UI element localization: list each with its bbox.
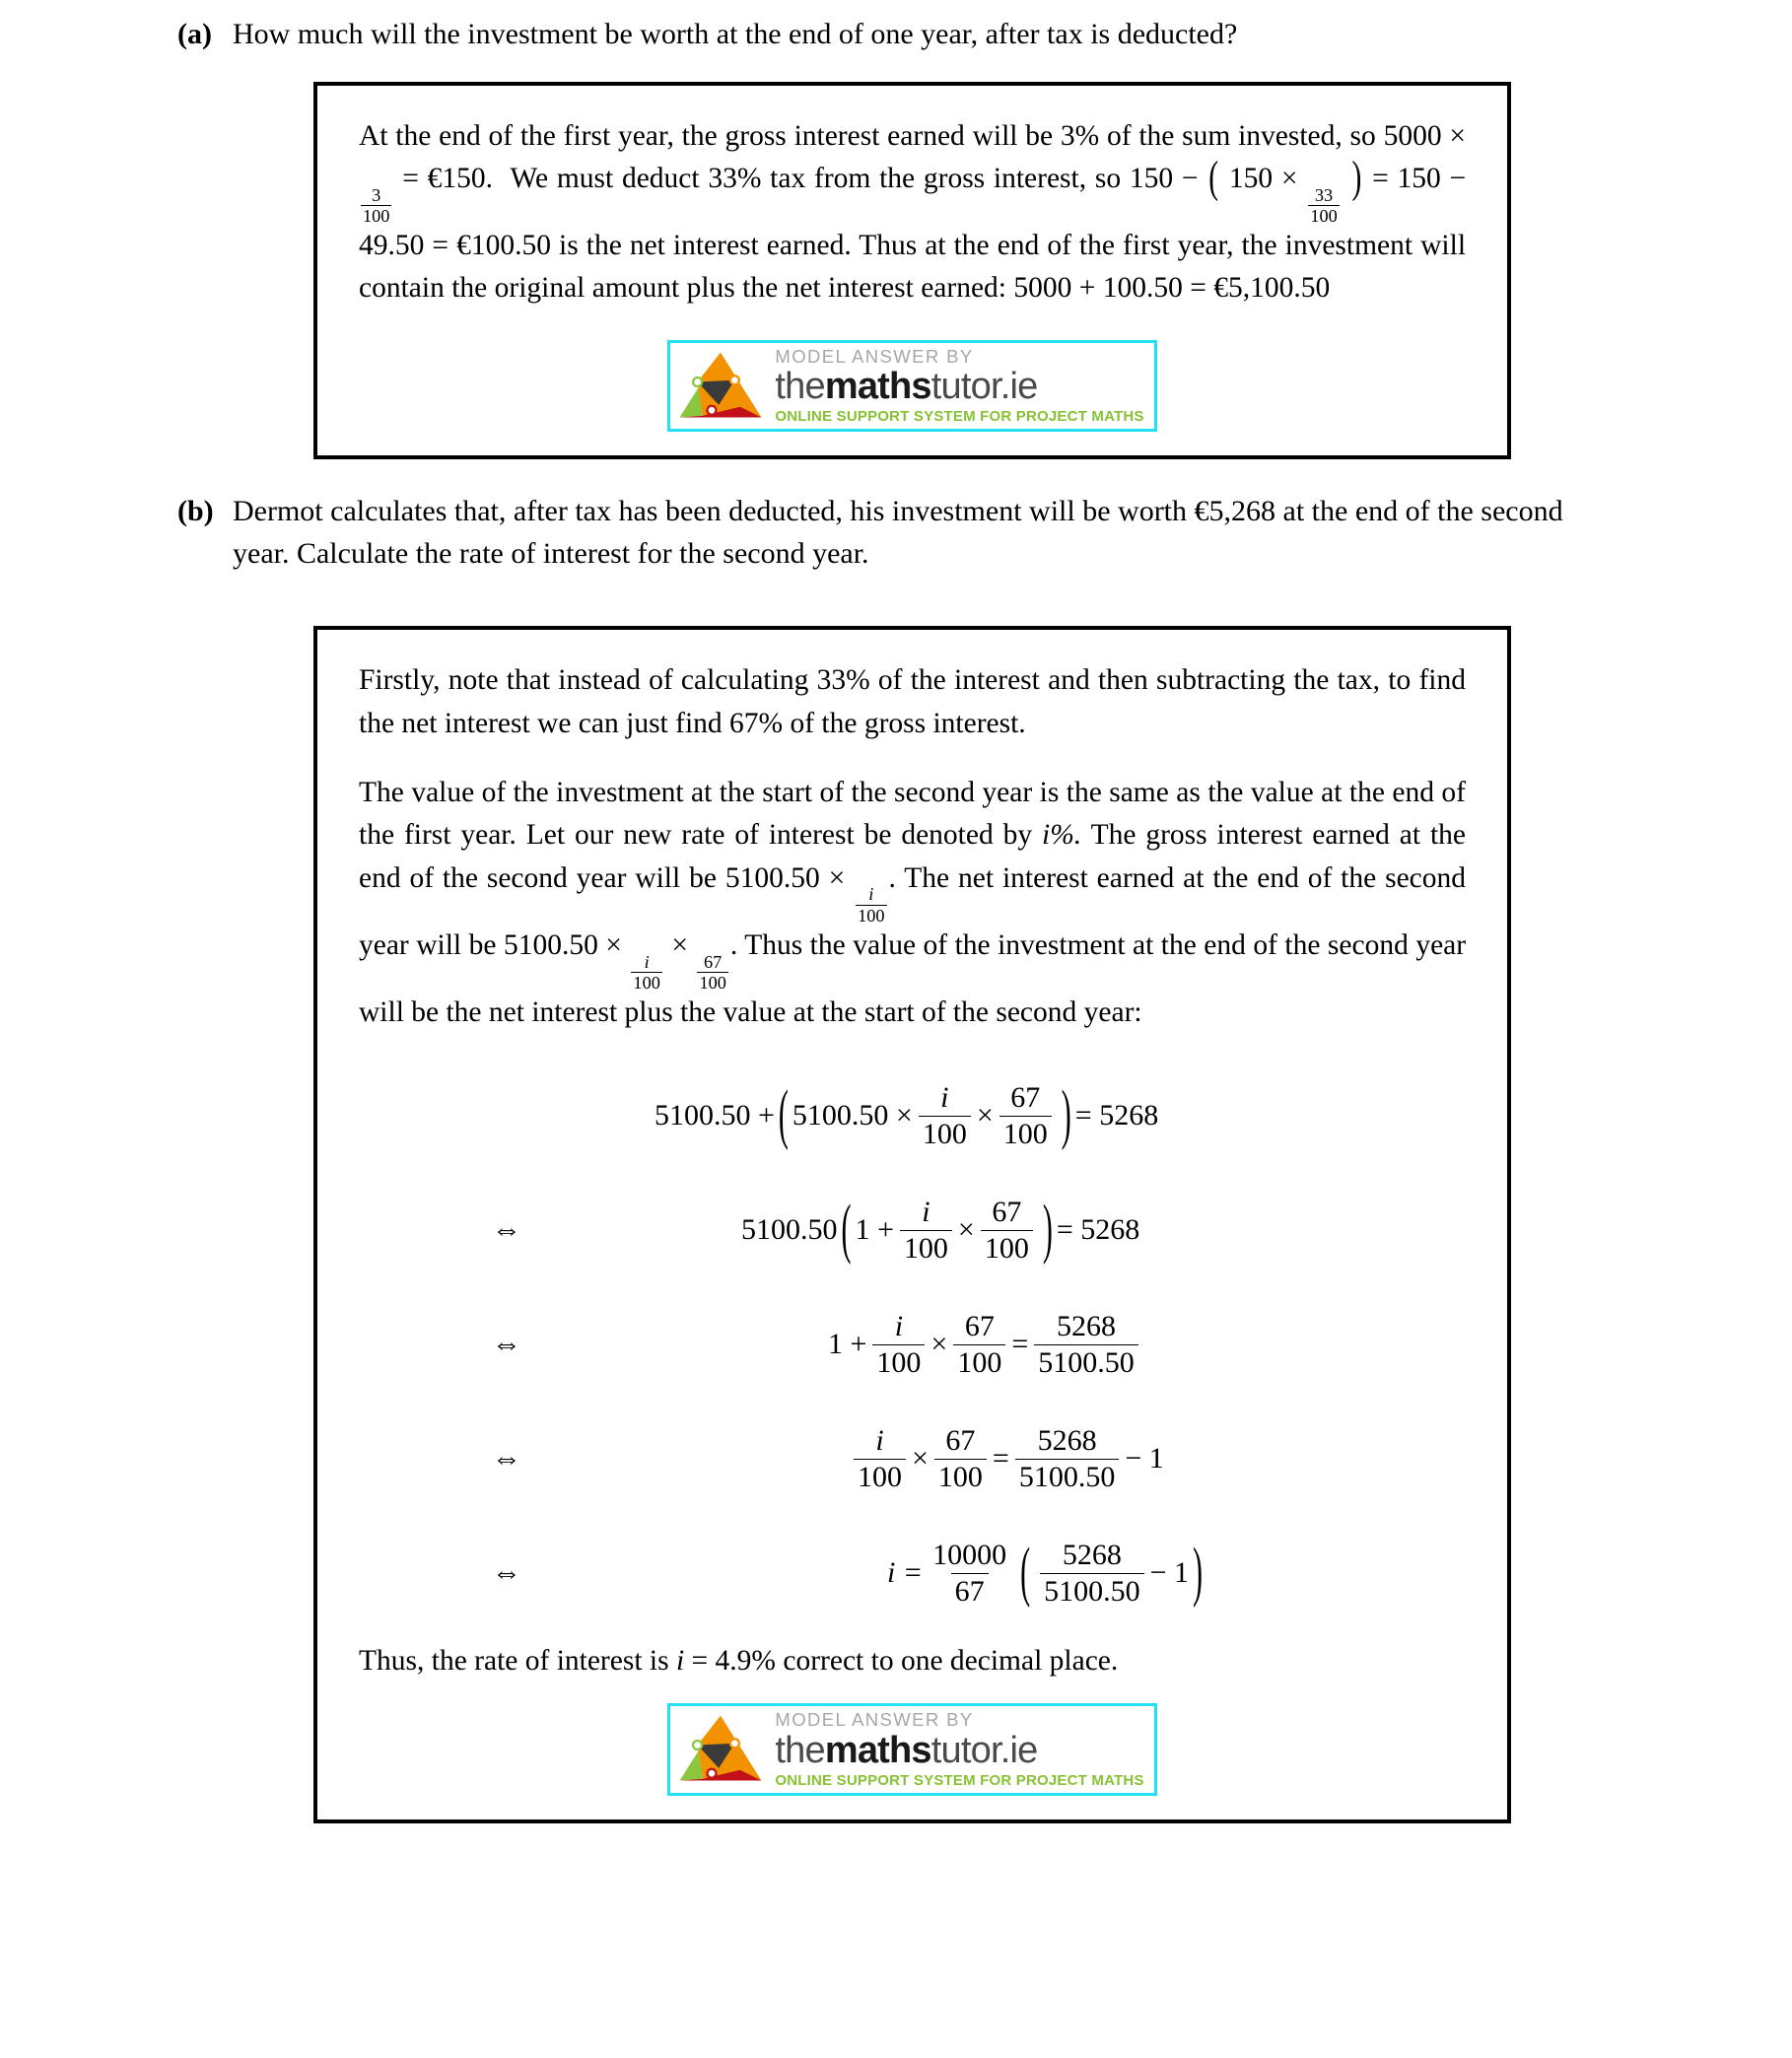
answer-b-conclusion [359,1645,1466,1678]
logo-bottom-line: ONLINE SUPPORT SYSTEM FOR PROJECT MATHS [775,408,1144,426]
equation-block [359,1073,1466,1615]
equation-row-1 [359,1073,1466,1158]
question-part-b [0,491,1792,575]
conclusion-value: 4.9% [715,1645,776,1678]
open-paren-1: ( [778,1078,789,1152]
fraction-5268-over-5100-50-eq4: $\frac{5268}{5100.50}$ [1015,1425,1120,1493]
fraction-67-over-100-eq3: $\frac{67}{100}$ [953,1311,1005,1379]
fraction-i-over-100-b: $\frac{i}{100}$ [633,951,660,993]
fraction-5268-over-5100-50-eq3: $\frac{5268}{5100.50}$ [1034,1311,1138,1379]
answer-b-sentence-1: The value of the investment at the start of the second year is the same as the value at the end of the first year. Let our new rate of interest be denoted by [359,777,1466,852]
minus-one-eq5: − 1 [1149,1556,1190,1590]
answer-a-sentence-2: We must deduct 33% tax from the gross interest, so [510,162,1122,194]
equation-1-rhs: 5268 [1099,1099,1159,1132]
answer-box-a [313,82,1511,460]
equation-2-rhs: 5268 [1080,1213,1140,1247]
multiplication-sign: × [1449,119,1466,152]
logo-brand-line [775,366,1038,408]
logo-brand-maths: maths [824,366,931,408]
document-page [0,14,1792,2058]
value-150: €150. [427,162,493,194]
equation-2-body: 5100.50 ( 1 + $\frac{i}{100}$ × $\frac{67}{100}$ ) = 5268 [655,1197,1466,1265]
answer-b-sentence-2: The gross interest earned at the end of the second year will be [359,819,1466,894]
value-100-50: €100.50 [456,230,551,262]
fraction-67-over-100-eq2: $\frac{67}{100}$ [981,1197,1033,1265]
answer-a-sentence-1: At the end of the first year, the gross interest earned will be 3% of the sum invested, so [359,119,1376,152]
close-paren: ) [1351,153,1362,203]
themathstutor-logo [667,340,1156,432]
triangle-logo-icon [676,350,765,423]
answer-b-sentence-3: The net interest earned at the end of the second year will be [359,861,1467,961]
answer-b-paragraph-2 [359,772,1466,1034]
open-paren-5: ( [1020,1536,1031,1610]
equation-4-body: $\frac{i}{100}$ × $\frac{67}{100}$ = $\frac{5268}{5100.50}$ − 1 [655,1425,1466,1493]
open-paren: ( [1208,153,1219,203]
equation-row-2 [359,1188,1466,1272]
answer-b-expression-1: 5100.50 × $\frac{i}{100}$ . [724,861,896,926]
fraction-67-over-100-eq4: $\frac{67}{100}$ [934,1425,987,1493]
part-b-label: (b) [177,495,214,528]
question-part-a [0,14,1792,56]
fraction-i-over-100-eq1: $\frac{i}{100}$ [919,1082,971,1150]
answer-a-expression-1: 5000 × $\frac{3}{100}$ = €150. [363,119,1466,226]
equation-5-body [655,1536,1466,1610]
close-paren-2: ) [1042,1193,1053,1267]
equation-5-lead: i = [887,1556,924,1590]
fraction-67-over-100-eq1: $\frac{67}{100}$ [999,1082,1052,1150]
logo-container-a [359,310,1466,447]
logo-brand-maths-b: maths [824,1729,931,1771]
equation-1-body: 5100.50 + ( 5100.50 × $\frac{i}{100}$ × $\frac{67}{100}$ ) = 5268 [655,1082,1466,1150]
part-a-text: How much will the investment be worth at the end of one year, after tax is deducted? [233,18,1238,50]
iff-symbol-4: ⇔ [492,1442,521,1475]
fraction-i-over-100-eq3: $\frac{i}{100}$ [872,1311,925,1379]
equation-row-3 [359,1302,1466,1387]
answer-b-sentence-4: Thus the value of the investment at the end of the second year will be the net interest plus the value at the start of the second year: [359,928,1467,1029]
themathstutor-logo-b [667,1703,1156,1795]
part-b-text: Dermot calculates that, after tax has been deducted, his investment will be worth €5,268 at the end of the second year. Calculate the rate of interest for the second year. [233,495,1563,570]
iff-symbol-3: ⇔ [492,1328,521,1361]
fraction-33-over-100: $\frac{33}{100}$ [1310,184,1338,226]
open-paren-2: ( [841,1193,852,1267]
logo-top-line-b: MODEL ANSWER BY [775,1709,974,1731]
fraction-10000-over-67: $\frac{10000}{67}$ [932,1539,1007,1608]
logo-brand-the: the [775,366,825,408]
close-paren-5: ) [1193,1536,1204,1610]
logo-brand-tutor-b: tutor.ie [930,1729,1038,1771]
conclusion-pre: Thus, the rate of interest is [359,1645,669,1678]
answer-a-sentence-3: is the net interest earned. Thus at the end of the first year, the investment will contain the original amount plus the net interest earned: [359,230,1467,305]
equation-3-body: 1 + $\frac{i}{100}$ × $\frac{67}{100}$ = $\frac{5268}{5100.50}$ [655,1311,1466,1379]
logo-brand-line-b [775,1729,1038,1771]
answer-a-paragraph [359,115,1466,310]
logo-container-b [359,1678,1466,1805]
triangle-logo-icon-b [676,1713,765,1786]
fraction-i-over-100-eq4: $\frac{i}{100}$ [854,1425,906,1493]
conclusion-equals: = [691,1645,709,1678]
answer-b-expression-2: 5100.50 × $\frac{i}{100}$ × $\frac{67}{100}$ . [503,928,738,993]
logo-bottom-line-b: ONLINE SUPPORT SYSTEM FOR PROJECT MATHS [775,1771,1144,1789]
fraction-67-over-100: $\frac{67}{100}$ [699,951,726,993]
equation-row-4 [359,1416,1466,1501]
logo-brand-the-b: the [775,1729,825,1771]
iff-symbol-5: ⇔ [492,1556,521,1590]
logo-text-block [775,347,1143,425]
logo-brand-tutor: tutor.ie [930,366,1038,408]
close-paren-1: ) [1061,1078,1071,1152]
equation-row-5 [359,1531,1466,1615]
iff-symbol-2: ⇔ [492,1213,521,1247]
logo-top-line: MODEL ANSWER BY [775,345,974,367]
answer-a-expression-3: 5000 + 100.50 = €5,100.50 [1013,272,1331,305]
fraction-3-over-100: $\frac{3}{100}$ [363,184,390,226]
logo-text-block-b [775,1710,1143,1788]
fraction-i-over-100: $\frac{i}{100}$ [858,884,885,926]
answer-box-b [313,626,1511,1822]
equals-sign: = [402,162,419,194]
variable-i-percent: i%. [1042,819,1082,852]
answer-b-paragraph-1: Firstly, note that instead of calculating 33% of the interest and then subtracting the tax, to find the net interest we can just find 67% of the gross interest. [359,664,1466,739]
minus-one-eq4: − 1 [1125,1442,1164,1475]
fraction-5268-over-5100-50-eq5: $\frac{5268}{5100.50}$ [1040,1540,1144,1608]
fraction-i-over-100-eq2: $\frac{i}{100}$ [900,1197,952,1265]
part-a-label: (a) [177,18,212,50]
conclusion-post: correct to one decimal place. [783,1645,1119,1678]
conclusion-variable-i: i [675,1645,685,1678]
answer-a-expression-2: 150 − ( 150 × $\frac{33}{100}$ ) = 150 − 49.50 = €100.50 [359,163,1466,261]
